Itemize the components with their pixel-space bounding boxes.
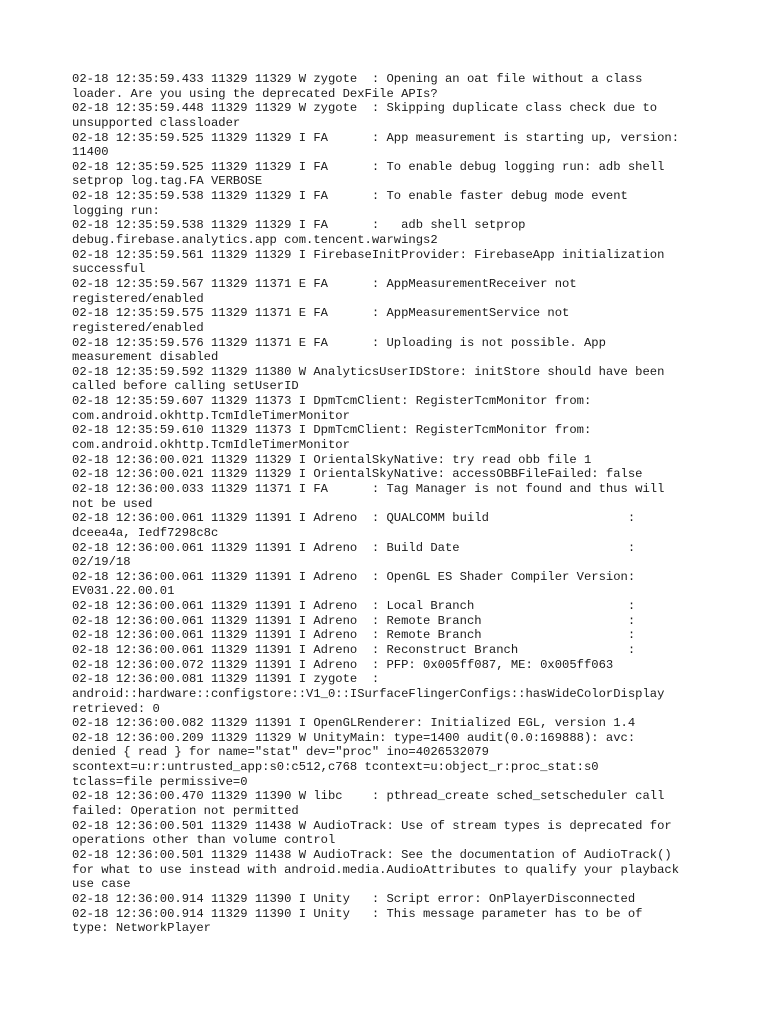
log-line: 02-18 12:35:59.433 11329 11329 W zygote : Opening an oat file without a class <box>72 72 643 86</box>
log-line: com.android.okhttp.TcmIdleTimerMonitor <box>72 408 350 423</box>
log-line: 02-18 12:36:00.914 11329 11390 I Unity : Script error: OnPlayerDisconnected <box>72 891 636 906</box>
log-line: 02-18 12:36:00.021 11329 11329 I OrientalSkyNative: try read obb file 1 <box>72 452 592 467</box>
log-line: logging run: <box>72 203 160 218</box>
log-line: 02-18 12:35:59.525 11329 11329 I FA : App measurement is starting up, version: <box>72 130 680 145</box>
log-line: 02-18 12:36:00.061 11329 11391 I Adreno : Reconstruct Branch : <box>72 642 636 657</box>
log-line: 02-18 12:36:00.209 11329 11329 W UnityMain: type=1400 audit(0.0:169888): avc: <box>72 730 636 745</box>
log-line: loader. Are you using the deprecated DexFile APIs? <box>72 86 438 101</box>
log-line: 02-18 12:36:00.470 11329 11390 W libc : pthread_create sched_setscheduler call <box>72 789 665 804</box>
log-line: use case <box>72 877 131 892</box>
log-line: debug.firebase.analytics.app com.tencent.warwings2 <box>72 233 438 248</box>
log-line: operations other than volume control <box>72 833 336 848</box>
log-line: 02-18 12:35:59.592 11329 11380 W AnalyticsUserIDStore: initStore should have been <box>72 364 665 379</box>
log-line: not be used <box>72 496 153 511</box>
log-line: 02-18 12:36:00.021 11329 11329 I OrientalSkyNative: accessOBBFileFailed: false <box>72 467 643 482</box>
log-line: 02-18 12:35:59.610 11329 11373 I DpmTcmClient: RegisterTcmMonitor from: <box>72 423 592 438</box>
log-line: retrieved: 0 <box>72 701 160 716</box>
log-line: 02-18 12:36:00.072 11329 11391 I Adreno : PFP: 0x005ff087, ME: 0x005ff063 <box>72 657 614 672</box>
log-line: 02-18 12:36:00.061 11329 11391 I Adreno : OpenGL ES Shader Compiler Version: <box>72 569 636 584</box>
log-line: 02-18 12:35:59.575 11329 11371 E FA : AppMeasurementService not <box>72 306 570 321</box>
log-text-block <box>72 72 702 936</box>
log-line: 02-18 12:35:59.576 11329 11371 E FA : Uploading is not possible. App <box>72 335 606 350</box>
log-line: 02-18 12:36:00.061 11329 11391 I Adreno : QUALCOMM build : <box>72 511 636 526</box>
log-line: 02-18 12:36:00.061 11329 11391 I Adreno : Local Branch : <box>72 599 636 614</box>
log-line: EV031.22.00.01 <box>72 584 175 599</box>
log-line: successful <box>72 262 146 277</box>
log-line: 02-18 12:36:00.061 11329 11391 I Adreno : Remote Branch : <box>72 628 636 643</box>
log-line: 02-18 12:35:59.525 11329 11329 I FA : To enable debug logging run: adb shell <box>72 159 665 174</box>
log-line: 02-18 12:36:00.082 11329 11391 I OpenGLRenderer: Initialized EGL, version 1.4 <box>72 716 636 731</box>
log-line: 02/19/18 <box>72 555 131 570</box>
log-line: 02-18 12:36:00.081 11329 11391 I zygote : <box>72 672 380 687</box>
log-line: measurement disabled <box>72 350 219 365</box>
log-line: 02-18 12:35:59.567 11329 11371 E FA : AppMeasurementReceiver not <box>72 276 577 291</box>
log-line: scontext=u:r:untrusted_app:s0:c512,c768 tcontext=u:object_r:proc_stat:s0 <box>72 760 599 775</box>
log-line: 02-18 12:35:59.448 11329 11329 W zygote : Skipping duplicate class check due to <box>72 101 658 116</box>
log-line: 02-18 12:35:59.538 11329 11329 I FA : To enable faster debug mode event <box>72 189 628 204</box>
log-line: for what to use instead with android.media.AudioAttributes to qualify your playback <box>72 862 680 877</box>
log-line: tclass=file permissive=0 <box>72 774 248 789</box>
log-line: called before calling setUserID <box>72 379 299 394</box>
log-line: 02-18 12:36:00.914 11329 11390 I Unity : This message parameter has to be of <box>72 906 643 921</box>
log-line: dceea4a, Iedf7298c8c <box>72 525 219 540</box>
log-line: setprop log.tag.FA VERBOSE <box>72 174 263 189</box>
log-line: registered/enabled <box>72 320 204 335</box>
log-line: com.android.okhttp.TcmIdleTimerMonitor <box>72 438 350 453</box>
log-line: 02-18 12:36:00.061 11329 11391 I Adreno : Build Date : <box>72 540 636 555</box>
log-line: 11400 <box>72 145 109 160</box>
log-line: 02-18 12:36:00.501 11329 11438 W AudioTrack: See the documentation of AudioTrack() <box>72 847 672 862</box>
log-line: type: NetworkPlayer <box>72 921 211 936</box>
log-line: android::hardware::configstore::V1_0::ISurfaceFlingerConfigs::hasWideColorDisplay <box>72 686 665 701</box>
log-line: denied { read } for name="stat" dev="proc" ino=4026532079 <box>72 745 489 760</box>
log-line: 02-18 12:35:59.607 11329 11373 I DpmTcmClient: RegisterTcmMonitor from: <box>72 394 592 409</box>
log-line: 02-18 12:35:59.561 11329 11329 I FirebaseInitProvider: FirebaseApp initialization <box>72 247 665 262</box>
log-line: 02-18 12:36:00.061 11329 11391 I Adreno : Remote Branch : <box>72 613 636 628</box>
log-line: registered/enabled <box>72 291 204 306</box>
log-line: 02-18 12:36:00.501 11329 11438 W AudioTrack: Use of stream types is deprecated for <box>72 818 672 833</box>
log-line: 02-18 12:35:59.538 11329 11329 I FA : adb shell setprop <box>72 218 526 233</box>
log-line: 02-18 12:36:00.033 11329 11371 I FA : Tag Manager is not found and thus will <box>72 481 665 496</box>
log-line: unsupported classloader <box>72 115 241 130</box>
log-line: failed: Operation not permitted <box>72 804 299 819</box>
